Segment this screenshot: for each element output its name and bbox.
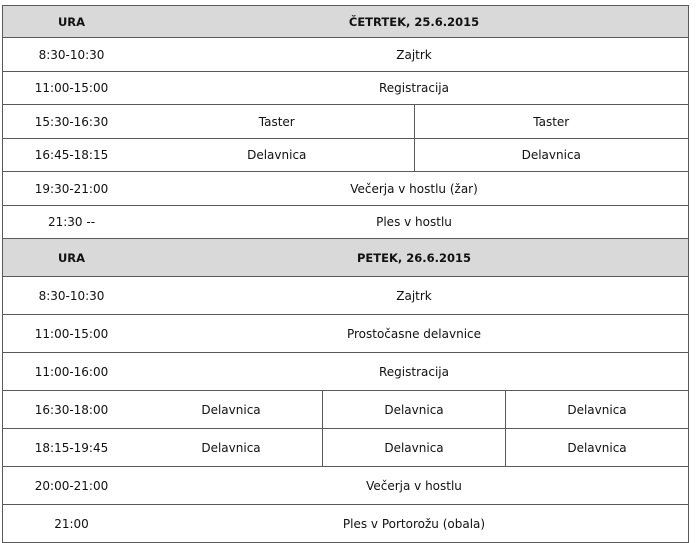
event-cell: Zajtrk [396,288,432,303]
event-cell: Ples v hostlu [376,215,452,229]
table-row [2,391,689,429]
event-cell: Delavnica [322,391,505,428]
time-cell: 8:30-10:30 [38,288,105,303]
time-cell: 15:30-16:30 [34,114,109,129]
table-row [2,105,689,139]
time-cell: 8:30-10:30 [38,47,105,62]
event-cell: Zajtrk [396,47,432,62]
table-row [2,315,689,353]
event-cell: Prostočasne delavnice [346,326,482,341]
time-cell: 11:00-16:00 [34,364,109,379]
event-cell: Registracija [379,81,449,95]
time-cell: 21:30 -- [47,215,96,229]
table-row [2,139,689,172]
day2-date-header: PETEK, 26.6.2015 [356,250,472,265]
event-cell: Registracija [379,364,449,379]
event-cell: Taster [414,105,689,138]
event-cell: Večerja v hostlu (žar) [350,181,478,196]
table-row [2,206,689,239]
time-cell: 11:00-15:00 [34,326,109,341]
time-cell: 18:15-19:45 [34,440,109,455]
time-column-header: URA [57,250,86,265]
table-row [2,505,689,543]
table-row [2,72,689,105]
event-cell: Delavnica [505,391,688,428]
table-row [2,467,689,505]
time-cell: 19:30-21:00 [34,181,109,196]
day1-header-row [2,5,689,38]
event-cell: Delavnica [322,429,505,466]
table-row [2,172,689,206]
event-cell: Delavnica [247,148,307,162]
table-row [2,38,689,72]
event-cell: Delavnica [505,429,688,466]
event-cell: Delavnica [414,139,689,171]
event-cell: Delavnica [201,440,261,455]
day2-header-row [2,239,689,277]
table-row [2,277,689,315]
schedule-table [2,5,689,543]
event-cell: Večerja v hostlu [366,478,462,493]
event-cell: Taster [258,114,295,129]
time-cell: 21:00 [54,516,89,531]
time-cell: 20:00-21:00 [34,478,109,493]
table-row [2,429,689,467]
day1-date-header: ČETRTEK, 25.6.2015 [348,14,480,29]
time-cell: 11:00-15:00 [34,81,109,95]
time-column-header: URA [57,14,86,29]
table-row [2,353,689,391]
event-cell: Ples v Portorožu (obala) [342,516,486,531]
time-cell: 16:45-18:15 [34,148,109,162]
time-cell: 16:30-18:00 [34,402,109,417]
event-cell: Delavnica [201,402,261,417]
